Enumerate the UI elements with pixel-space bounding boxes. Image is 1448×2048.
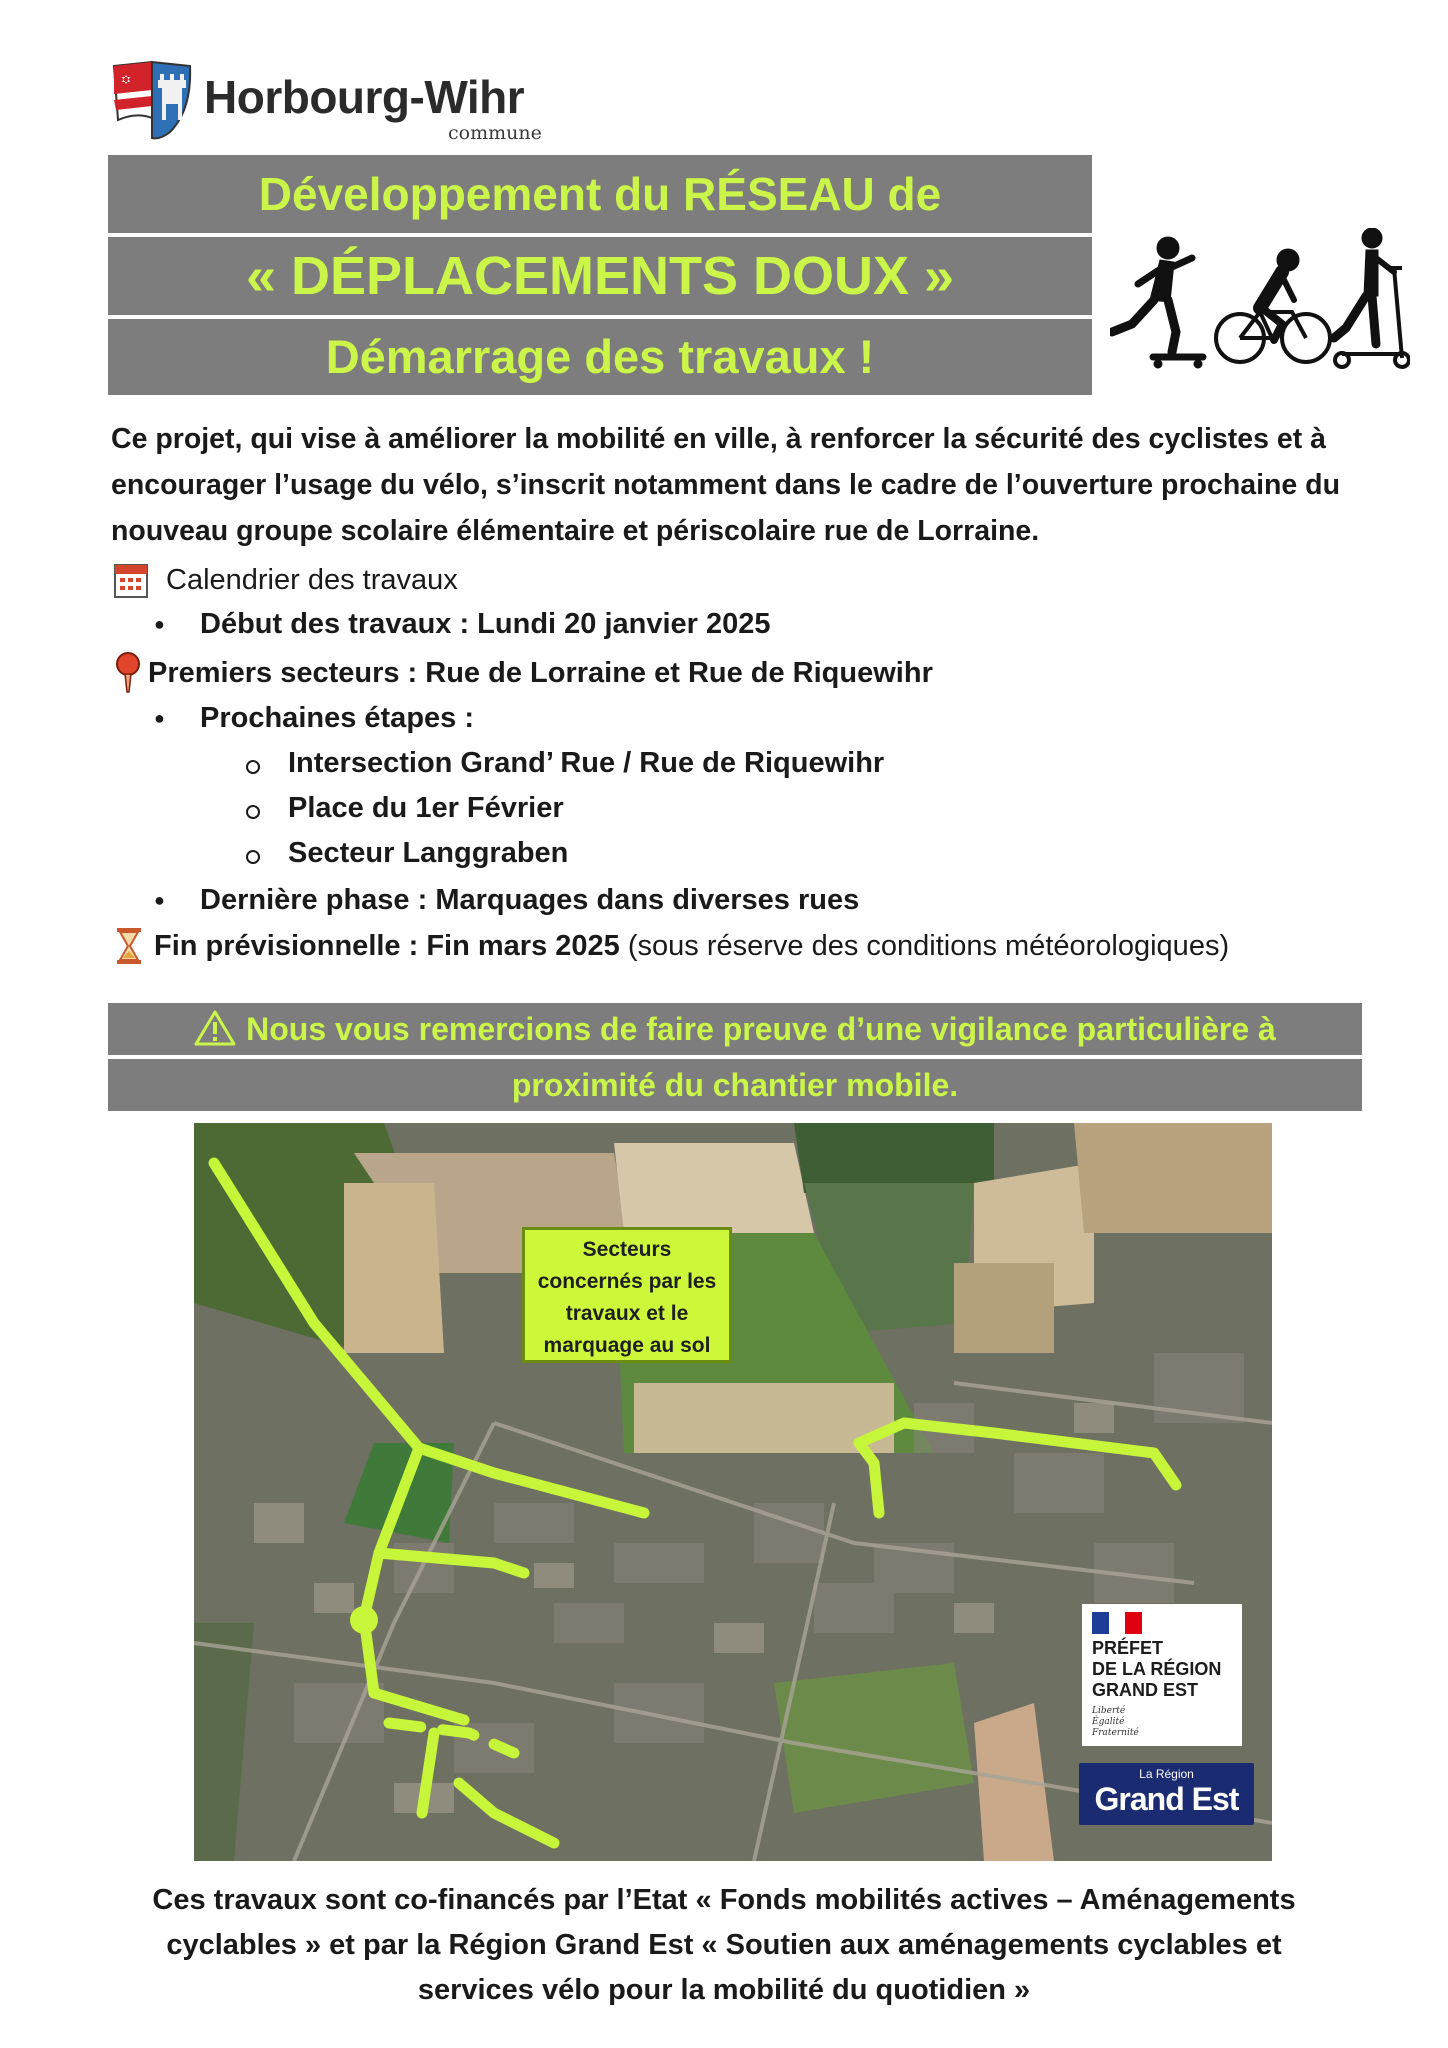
region-grand-est-logo	[1079, 1763, 1254, 1825]
logo-name: Horbourg-Wihr	[204, 71, 525, 123]
warning-banner	[108, 1003, 1362, 1111]
people-mobility-icon	[1110, 228, 1410, 370]
map-label-line: travaux et le	[565, 1302, 689, 1325]
region-big-text: Grand Est	[1094, 1781, 1239, 1817]
hourglass-icon	[116, 927, 142, 965]
logo-subtitle: commune	[448, 122, 542, 144]
sub-bullet-icon	[246, 760, 260, 774]
bullet-icon: ●	[154, 614, 165, 634]
next-step-item: Place du 1er Février	[288, 792, 564, 824]
aerial-map	[194, 1123, 1272, 1861]
end-date	[154, 926, 1229, 966]
end-date-note: (sous réserve des conditions météorologiques)	[627, 930, 1230, 962]
title-banner	[108, 155, 1092, 395]
map-legend-label	[522, 1227, 732, 1363]
sub-bullet-icon	[246, 805, 260, 819]
prefet-line: PRÉFET	[1092, 1638, 1164, 1658]
sub-bullet-icon	[246, 850, 260, 864]
prefet-line: GRAND EST	[1092, 1680, 1199, 1700]
last-phase: Dernière phase : Marquages dans diverses rues	[200, 884, 860, 916]
map-label-line: Secteurs	[582, 1238, 672, 1261]
title-line-2: « DÉPLACEMENTS DOUX »	[108, 237, 1092, 315]
map-label-line: marquage au sol	[543, 1334, 711, 1357]
motto-line: Égalité	[1092, 1717, 1125, 1727]
motto-line: Liberté	[1092, 1706, 1126, 1716]
next-steps-label: Prochaines étapes :	[200, 702, 474, 734]
motto-line: Fraternité	[1092, 1728, 1139, 1738]
schedule-heading: Calendrier des travaux	[166, 564, 458, 596]
prefet-line: DE LA RÉGION	[1092, 1659, 1222, 1679]
region-small-text: La Région	[1139, 1767, 1194, 1781]
prefet-logo	[1082, 1604, 1242, 1746]
next-step-item: Intersection Grand’ Rue / Rue de Riquewihr	[288, 747, 885, 779]
schedule-section	[110, 560, 1360, 980]
bullet-icon: ●	[154, 890, 165, 910]
marianne-flag-icon	[1092, 1612, 1142, 1634]
intro-paragraph: Ce projet, qui vise à améliorer la mobilité en ville, à renforcer la sécurité des cyclistes et à encourager l’usage du vélo, s’inscrit notamment dans le cadre de l’ouverture prochaine du nouveau groupe scolaire élémentaire et périscolaire rue de Lorraine.	[111, 423, 1340, 547]
title-line-3: Démarrage des travaux !	[108, 319, 1092, 395]
bullet-icon: ●	[154, 708, 165, 728]
first-sectors: Premiers secteurs : Rue de Lorraine et Rue de Riquewihr	[148, 657, 933, 689]
footer-line: cyclables » et par la Région Grand Est « Soutien aux aménagements cyclables et	[166, 1929, 1282, 1961]
warning-line-1	[108, 1003, 1362, 1055]
prefet-text	[1092, 1638, 1221, 1701]
warning-line-2: proximité du chantier mobile.	[108, 1059, 1362, 1111]
footer-line: services vélo pour la mobilité du quotidien »	[417, 1974, 1031, 2006]
end-date-label: Fin prévisionnelle : Fin mars 2025	[154, 930, 620, 962]
warning-icon	[194, 1010, 236, 1046]
funding-footer	[110, 1878, 1338, 2013]
map-label-line: concernés par les	[537, 1270, 717, 1293]
footer-line: Ces travaux sont co-financés par l’Etat « Fonds mobilités actives – Aménagements	[152, 1884, 1296, 1916]
title-line-1: Développement du RÉSEAU de	[108, 155, 1092, 233]
map-image	[194, 1123, 1272, 1861]
map-pin-icon	[114, 652, 142, 694]
prefet-motto	[1092, 1706, 1139, 1739]
commune-logo	[108, 56, 568, 146]
next-step-item: Secteur Langgraben	[288, 837, 569, 869]
start-date: Début des travaux : Lundi 20 janvier 2025	[200, 608, 771, 640]
warning-text-1: Nous vous remercions de faire preuve d’une vigilance particulière à	[246, 1011, 1276, 1047]
shield-icon	[108, 60, 198, 140]
calendar-icon	[114, 562, 148, 598]
